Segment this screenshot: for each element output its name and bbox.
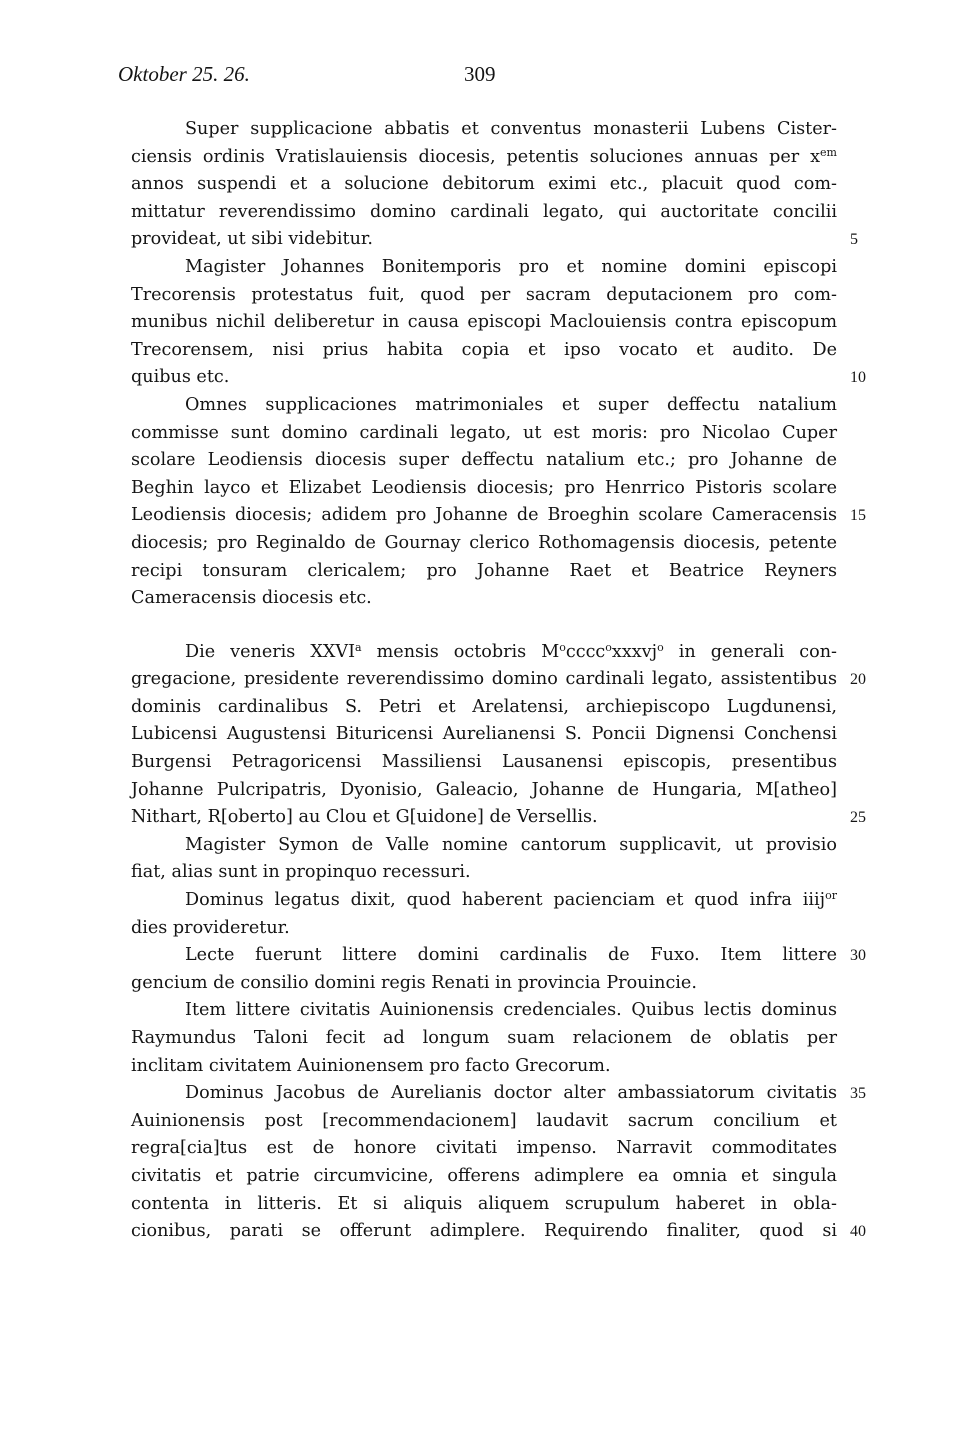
line-text: dies provideretur. <box>131 917 290 938</box>
text-line <box>131 171 837 199</box>
text-line <box>131 970 837 998</box>
text-line <box>131 585 837 613</box>
text-line <box>131 337 837 365</box>
line-text: Die veneris XXVI <box>185 641 356 662</box>
text-line <box>131 254 837 282</box>
line-number: 30 <box>850 947 866 965</box>
line-text: inclitam civitatem Auinionensem pro facto Grecorum. <box>131 1055 611 1076</box>
line-text: cionibus, parati se offerunt adimplere. Requirendo finaliter, quod si <box>131 1221 837 1242</box>
line-text: recipi tonsuram clericalem; pro Johanne Raet et Beatrice Reyners <box>131 560 837 581</box>
text-line <box>131 364 866 392</box>
line-number: 35 <box>850 1085 866 1103</box>
line-text: xxxvj <box>611 641 658 662</box>
text-line <box>131 721 837 749</box>
line-text: Auinionensis post [recommendacionem] laudavit sacrum concilium et <box>131 1110 837 1131</box>
text-line <box>131 887 837 915</box>
text-line <box>131 309 837 337</box>
line-text: munibus nichil deliberetur in causa episcopi Maclouiensis contra episcopum <box>131 312 837 333</box>
text-line <box>131 1191 837 1219</box>
text-line <box>131 392 837 420</box>
superscript: o <box>605 640 612 654</box>
line-number: 5 <box>850 231 858 249</box>
text-line <box>131 666 866 694</box>
line-text: Johanne Pulcripatris, Dyonisio, Galeacio, Johanne de Hungaria, M[atheo] <box>131 779 837 800</box>
line-text: Raymundus Taloni fecit ad longum suam relacionem de oblatis per <box>131 1028 837 1048</box>
text-line <box>131 915 837 943</box>
header-date: Oktober 25. 26. <box>118 62 250 86</box>
line-text: Burgensi Petragoricensi Massiliensi Lausanensi episcopis, presentibus <box>131 752 837 773</box>
text-line <box>131 1135 837 1163</box>
line-number: 15 <box>850 507 866 525</box>
line-text: Lecte fuerunt littere domini cardinalis de Fuxo. Item littere <box>185 945 837 966</box>
text-line <box>131 420 837 448</box>
superscript: o <box>559 640 566 654</box>
line-text: gregacione, presidente reverendissimo domino cardinali legato, assistentibus <box>131 669 837 690</box>
line-text: fiat, alias sunt in propinquo recessuri. <box>131 862 471 883</box>
line-text: scolare Leodiensis diocesis super deffectu natalium etc.; pro Johanne de <box>131 450 837 471</box>
superscript: or <box>825 889 837 903</box>
text-line <box>131 530 837 558</box>
line-text: Trecorensis protestatus fuit, quod per sacram deputacionem pro com- <box>131 284 837 305</box>
line-number: 20 <box>850 671 866 689</box>
line-text: Nithart, R[oberto] au Clou et G[uidone] de Versellis. <box>131 807 598 828</box>
text-body <box>131 116 866 1246</box>
text-line <box>131 1053 837 1081</box>
line-text: in generali con- <box>663 641 838 662</box>
line-text: mittatur reverendissimo domino cardinali legato, qui auctoritate concilii <box>131 201 837 222</box>
superscript: a <box>355 640 362 654</box>
text-line <box>131 199 837 227</box>
text-line <box>131 942 866 970</box>
line-text: Magister Johannes Bonitemporis pro et nomine domini episcopi <box>185 256 837 277</box>
line-text: Beghin layco et Elizabet Leodiensis diocesis; pro Henrrico Pistoris scolare <box>131 477 837 498</box>
text-line <box>131 804 866 832</box>
text-line <box>131 1025 837 1053</box>
line-number: 25 <box>850 809 866 827</box>
line-text: mensis octobris M <box>361 641 560 662</box>
line-text: Cameracensis diocesis etc. <box>131 588 372 609</box>
line-text: ciensis ordinis Vratislauiensis diocesis, petentis soluciones annuas per x <box>131 146 821 167</box>
text-line <box>131 1218 866 1246</box>
text-line <box>131 859 837 887</box>
text-line <box>131 558 837 586</box>
text-line <box>131 749 837 777</box>
text-line <box>131 777 837 805</box>
line-text: Dominus Jacobus de Aurelianis doctor alter ambassiatorum civitatis <box>185 1083 837 1104</box>
line-text: civitatis et patrie circumvicine, offerens adimplere ea omnia et singula <box>131 1165 837 1186</box>
line-text: contenta in litteris. Et si aliquis aliquem scrupulum haberet in obla- <box>131 1193 837 1214</box>
line-text: dominis cardinalibus S. Petri et Arelatensi, archiepiscopo Lugdunensi, <box>131 696 837 717</box>
line-text: Magister Symon de Valle nomine cantorum supplicavit, ut provisio <box>185 834 837 855</box>
line-text: cccc <box>565 641 606 662</box>
line-text: regra[cia]tus est de honore civitati impenso. Narravit commoditates <box>131 1138 837 1159</box>
line-text: provideat, ut sibi videbitur. <box>131 229 373 250</box>
line-text: Trecorensem, nisi prius habita copia et ipso vocato et audito. De <box>131 339 837 360</box>
text-line <box>131 475 837 503</box>
line-text: gencium de consilio domini regis Renati in provincia Prouincie. <box>131 972 697 993</box>
text-line <box>131 226 858 254</box>
line-text: Dominus legatus dixit, quod haberent pacienciam et quod infra iiij <box>185 890 826 911</box>
text-line <box>131 116 837 144</box>
text-line <box>131 1163 837 1191</box>
line-text: Lubicensi Augustensi Bituricensi Aurelianensi S. Poncii Dignensi Conchensi <box>131 724 837 745</box>
text-line <box>131 1080 866 1108</box>
line-text: Omnes supplicaciones matrimoniales et super deffectu natalium <box>185 394 837 415</box>
running-head <box>118 62 878 92</box>
superscript: em <box>820 145 837 159</box>
paragraph-gap <box>131 613 837 639</box>
line-text: Leodiensis diocesis; adidem pro Johanne de Broeghin scolare Cameracensis <box>131 505 837 526</box>
line-number: 10 <box>850 369 866 387</box>
text-line <box>131 447 837 475</box>
line-text: Item littere civitatis Auinionensis credenciales. Quibus lectis dominus <box>185 1000 837 1021</box>
text-line <box>131 282 837 310</box>
line-number: 40 <box>850 1223 866 1241</box>
text-line <box>131 502 866 530</box>
text-line <box>131 639 837 667</box>
page-number: 309 <box>464 62 496 86</box>
line-text: annos suspendi et a solucione debitorum eximi etc., placuit quod com- <box>131 174 837 195</box>
line-text: Super supplicacione abbatis et conventus monasterii Lubens Cister- <box>185 119 837 139</box>
line-text: commisse sunt domino cardinali legato, ut est moris: pro Nicolao Cuper <box>131 422 837 443</box>
superscript: o <box>657 640 664 654</box>
text-line <box>131 1108 837 1136</box>
text-line <box>131 832 837 860</box>
text-line <box>131 144 837 172</box>
line-text: quibus etc. <box>131 367 230 388</box>
text-line <box>131 997 837 1025</box>
text-line <box>131 694 837 722</box>
line-text: diocesis; pro Reginaldo de Gournay clerico Rothomagensis diocesis, petente <box>131 532 837 553</box>
